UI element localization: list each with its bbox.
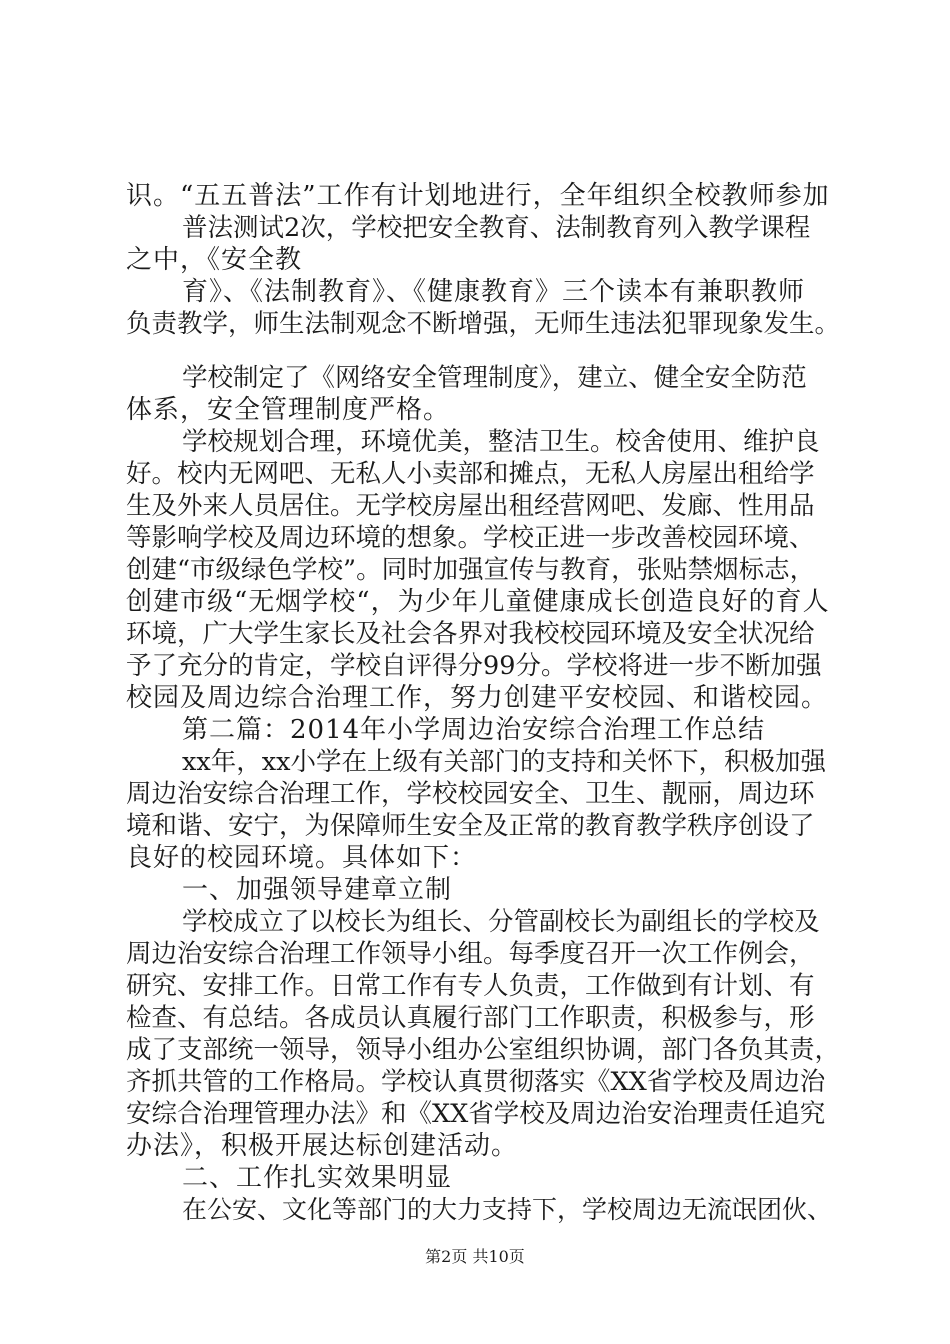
- text-line: 之中，《安全教: [126, 245, 303, 275]
- text-line: 生及外来人员居住。无学校房屋出租经营网吧、发廊、性用品: [126, 491, 815, 521]
- subsection-heading: 二、工作扎实效果明显: [182, 1163, 453, 1193]
- text-line: 创建“市级绿色学校”。同时加强宣传与教育，张贴禁烟标志，: [126, 555, 816, 585]
- text-line: 环境，广大学生家长及社会各界对我校校园环境及安全状况给: [126, 619, 815, 649]
- text-line: 育》、《法制教育》、《健康教育》三个读本有兼职教师: [182, 277, 806, 307]
- text-line: 负责教学，师生法制观念不断增强，无师生违法犯罪现象发生。: [126, 309, 841, 339]
- text-line: 学校制定了《网络安全管理制度》，建立、健全安全防范: [182, 363, 807, 393]
- text-line: 在公安、文化等部门的大力支持下，学校周边无流氓团伙、: [182, 1195, 833, 1224]
- text-line: xx年，xx小学在上级有关部门的支持和关怀下，积极加强: [182, 747, 827, 777]
- text-line: 予了充分的肯定，学校自评得分99分。学校将进一步不断加强: [126, 651, 822, 681]
- text-line: 周边治安综合治理工作，学校校园安全、卫生、靓丽，周边环: [126, 779, 815, 809]
- text-line: 办法》，积极开展达标创建活动。: [126, 1131, 519, 1161]
- text-line: 检查、有总结。各成员认真履行部门工作职责，积极参与，形: [126, 1003, 815, 1033]
- text-line: 校园及周边综合治理工作，努力创建平安校园、和谐校园。: [126, 683, 829, 713]
- section-heading: 第二篇：2014年小学周边治安综合治理工作总结: [182, 715, 766, 745]
- text-line: 学校成立了以校长为组长、分管副校长为副组长的学校及: [182, 907, 820, 937]
- text-line: 等影响学校及周边环境的想象。学校正进一步改善校园环境、: [126, 523, 815, 553]
- subsection-heading: 一、加强领导建章立制: [182, 875, 453, 905]
- text-line: 良好的校园环境。具体如下：: [126, 843, 478, 873]
- text-line: 学校规划合理，环境优美，整洁卫生。校舍使用、维护良: [182, 427, 820, 457]
- text-line: 好。校内无网吧、无私人小卖部和摊点，无私人房屋出租给学: [126, 459, 815, 489]
- text-line: 识。“五五普法”工作有计划地进行，全年组织全校教师参加: [126, 181, 830, 211]
- text-line: 研究、安排工作。日常工作有专人负责，工作做到有计划、有: [126, 971, 815, 1001]
- text-line: 安综合治理管理办法》和《XX省学校及周边治安治理责任追究: [126, 1099, 826, 1129]
- page-number: 第2页 共10页: [425, 1247, 525, 1266]
- text-line: 创建市级“无烟学校“，为少年儿童健康成长创造良好的育人: [126, 587, 830, 617]
- text-line: 齐抓共管的工作格局。学校认真贯彻落实《XX省学校及周边治: [126, 1067, 826, 1097]
- text-line: 体系，安全管理制度严格。: [126, 395, 451, 425]
- text-line: 成了支部统一领导，领导小组办公室组织协调，部门各负其责，: [126, 1035, 841, 1065]
- text-line: 普法测试2次，学校把安全教育、法制教育列入教学课程: [182, 213, 811, 243]
- text-line: 境和谐、安宁，为保障师生安全及正常的教育教学秩序创设了: [126, 811, 815, 841]
- text-line: 周边治安综合治理工作领导小组。每季度召开一次工作例会，: [126, 939, 815, 969]
